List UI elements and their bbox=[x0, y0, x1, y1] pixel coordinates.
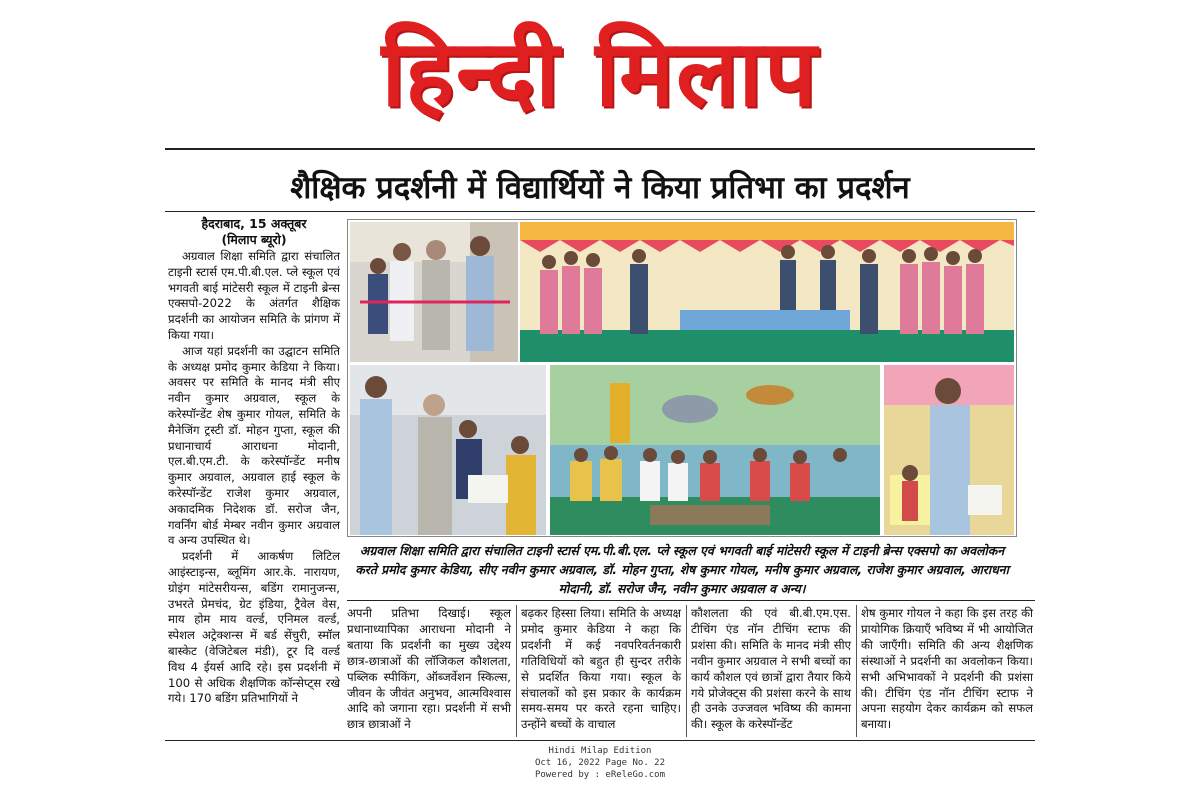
article-body bbox=[168, 216, 340, 707]
lower-column-4 bbox=[861, 606, 1033, 733]
photo-award bbox=[350, 365, 546, 535]
column-text: शेष कुमार गोयल ने कहा कि इस तरह की प्रायोगिक क्रियाएँ भविष्य में भी आयोजित की जाएँगी। समिति की अन्य शैक्षणिक संस्थाओं ने प्रदर्शनी का अवलोकन किया। सभी अभिभावकों ने प्रदर्शनी की प्रशंसा की। टीचिंग एंड नॉन टीचिंग स्टाफ ने अपना सहयोग देकर कार्यक्रम को सफल बनाया। bbox=[861, 606, 1033, 732]
lower-column-2 bbox=[521, 606, 681, 733]
photo-collage bbox=[347, 219, 1017, 537]
column-text: कौशलता की एवं बी.बी.एम.एस. टीचिंग एंड नॉन टीचिंग स्टाफ की प्रशंसा की। समिति के मानद मंत्री सीए नवीन कुमार अग्रवाल ने सभी बच्चों का कार्य कौशल एवं छात्रों द्वारा तैयार किये गये प्रोजेक्ट्स की प्रशंसा करने के साथ ही उनके उज्जवल भविष्य की कामना की। स्कूल के करेस्पॉन्डेंट bbox=[691, 606, 851, 732]
masthead-logo: हिन्दी मिलाप bbox=[381, 19, 819, 127]
article-headline: शैक्षिक प्रदर्शनी में विद्यार्थियों ने किया प्रतिभा का प्रदर्शन bbox=[290, 170, 910, 206]
article-paragraph: अग्रवाल शिक्षा समिति द्वारा संचालित टाइनी स्टार्स एम.पी.बी.एल. प्ले स्कूल एवं भगवती बाई मांटेसरी स्कूल में टाइनी ब्रेन्स एक्सपो-2022 के अंतर्गत शैक्षिक प्रदर्शनी का आयोजन समिति के प्रांगण में किया गया। bbox=[168, 249, 340, 342]
bottom-rule bbox=[165, 740, 1035, 741]
lower-column-3 bbox=[691, 606, 851, 733]
column-divider bbox=[516, 605, 517, 737]
headline-rule bbox=[165, 211, 1035, 212]
dateline-place: हैदराबाद, 15 अक्तूबर bbox=[201, 216, 307, 231]
photo-caption: अग्रवाल शिक्षा समिति द्वारा संचालित टाइनी स्टार्स एम.पी.बी.एल. प्ले स्कूल एवं भगवती बाई मांटेसरी स्कूल में टाइनी ब्रेन्स एक्सपो का अवलोकन करते प्रमोद कुमार केडिया, सीए नवीन कुमार अग्रवाल, डॉ. मोहन गुप्ता, शेष कुमार गोयल, मनीष कुमार अग्रवाल, राजेश कुमार अग्रवाल, आराधना मोदानी, डॉ. सरोज जैन, नवीन कुमार अग्रवाल व अन्य। bbox=[355, 543, 1009, 596]
dateline-bureau: (मिलाप ब्यूरो) bbox=[221, 232, 287, 247]
column-text: अपनी प्रतिभा दिखाई। स्कूल प्रधानाध्यापिका आराधना मोदानी ने बताया कि प्रदर्शनी का मुख्य उद्देश्य छात्र-छात्राओं की लॉजिकल कौशलता, पब्लिक स्पीकिंग, ऑब्जर्वेशन स्किल्स, जीवन के जीवंत अनुभव, आत्मविश्वास आदि को जगाना रहा। प्रदर्शनी में सभी छात्र छात्राओं ने bbox=[347, 606, 511, 732]
photo-student-chart bbox=[884, 365, 1014, 535]
footer-date: Oct 16, 2022 Page No. 22 bbox=[534, 758, 666, 768]
lower-column-1 bbox=[347, 606, 511, 733]
dateline bbox=[168, 216, 340, 248]
caption-rule bbox=[347, 600, 1035, 601]
footer-powered: Powered by : eReleGo.com bbox=[534, 770, 666, 780]
photo-group bbox=[520, 222, 1014, 362]
article-paragraph: प्रदर्शनी में आकर्षण लिटिल आइंस्टाइन्स, ब्लूमिंग आर.के. नारायण, ग्रोइंग मांटेसरीयन्स, बडिंग रामानुजन्स, उभरते प्रेमचंद, ग्रेट इंडिया, ट्रैवेल वेस, माय होम माय वर्ल्ड, एनिमल वर्ल्ड, स्पेशल अट्रेक्शन्स में बर्ड सेंचुरी, स्मॉल बास्केट (वेजिटेबल मंडी), टूर दि वर्ल्ड विथ 4 ईयर्स आदि रहे। इस प्रदर्शनी में 100 से अधिक शैक्षणिक कॉन्सेप्ट्स रखे गये। 170 बडिंग प्रतिभागियों ने bbox=[168, 549, 340, 706]
column-divider bbox=[686, 605, 687, 737]
photo-children-display bbox=[550, 365, 880, 535]
photo-ribbon-cutting bbox=[350, 222, 518, 362]
column-divider bbox=[856, 605, 857, 737]
footer-edition: Hindi Milap Edition bbox=[548, 746, 652, 756]
top-rule bbox=[165, 148, 1035, 150]
column-text: बढ़कर हिस्सा लिया। समिति के अध्यक्ष प्रमोद कुमार केडिया ने कहा कि प्रदर्शनी में कई नवपरिवर्तनकारी गतिविधियों को बहुत ही सुन्दर तरीके से प्रदर्शित किया गया। स्कूल के संचालकों को इस प्रकार के कार्यक्रम समय-समय पर करते रहना चाहिए। उन्होंने बच्चों के वाचाल bbox=[521, 606, 681, 732]
article-paragraph: आज यहां प्रदर्शनी का उद्घाटन समिति के अध्यक्ष प्रमोद कुमार केडिया ने किया। अवसर पर समिति के मानद मंत्री सीए नवीन कुमार अग्रवाल, स्कूल के करेस्पॉन्डेंट शेष कुमार गोयल, समिति के मैनेजिंग ट्रस्टी डॉ. मोहन गुप्ता, स्कूल की प्रधानाचार्य आराधना मोदानी, एल.बी.एम.टी. के करेस्पॉन्डेंट मनीष कुमार अग्रवाल, अग्रवाल हाई स्कूल के करेस्पॉन्डेंट राजेश कुमार अग्रवाल, अकादमिक निदेशक डॉ. सरोज जैन, गवर्निंग बोर्ड मेम्बर नवीन कुमार अग्रवाल व अन्य उपस्थित थे। bbox=[168, 343, 340, 548]
edition-footer bbox=[0, 745, 1200, 781]
